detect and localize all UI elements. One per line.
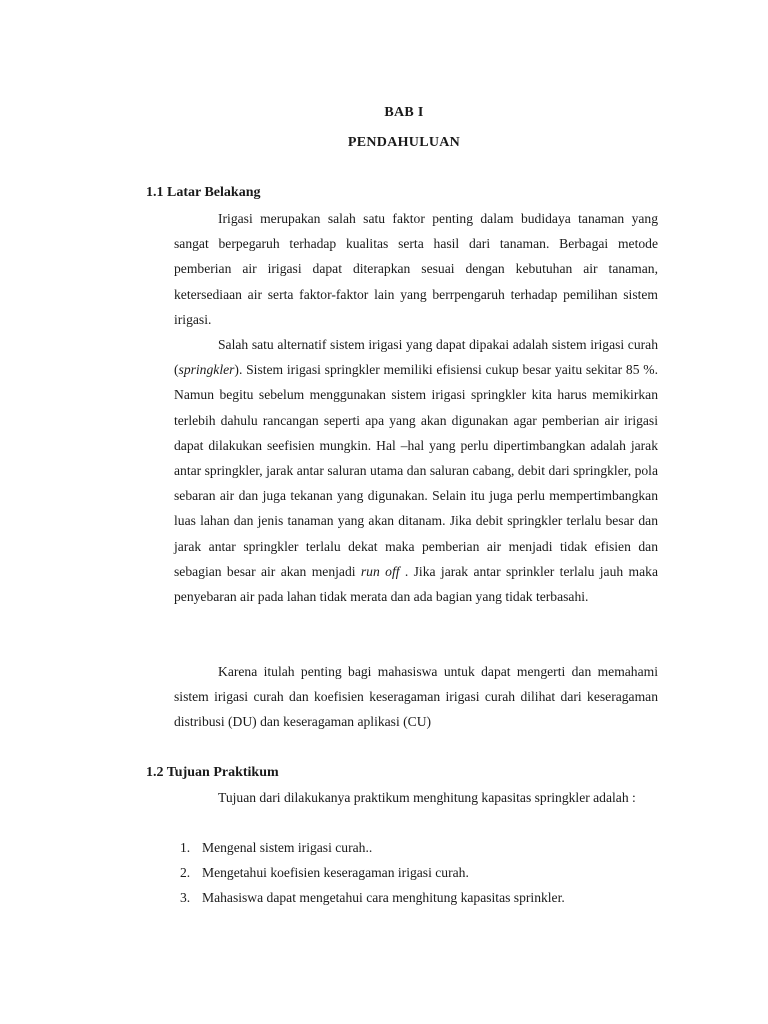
chapter-label: BAB I (384, 105, 424, 120)
list-item-text: Mengenal sistem irigasi curah.. (202, 840, 373, 855)
list-item-number: 3. (180, 890, 191, 906)
list-item-number: 1. (180, 840, 191, 855)
list-item-text: Mahasiswa dapat mengetahui cara menghitung kapasitas sprinkler. (202, 890, 565, 906)
paragraph-2-text-c: . Jika jarak antar sprinkler terlalu jauh maka penyebaran air pada lahan tidak merata dan ada bagian yang tidak terbasahi. (174, 563, 658, 605)
paragraph-3: Karena itulah penting bagi mahasiswa untuk dapat mengerti dan memahami sistem irigasi curah dan koefisien keseragaman irigasi curah dilihat dari keseragaman distribusi (DU) dan keseragaman aplikasi (CU) (174, 664, 658, 730)
list-item (174, 835, 658, 860)
list-item (174, 860, 658, 885)
list-item (174, 885, 658, 910)
tujuan-list (174, 835, 658, 911)
paragraph-2-text-a: Salah satu alternatif sistem irigasi yang dapat dipakai adalah sistem irigasi curah ( (174, 337, 658, 378)
paragraph-2-text-b: ). Sistem irigasi springkler memiliki efisiensi cukup besar yaitu sekitar 85 %. Namun begitu sebelum menggunakan sistem irigasi springkler kita harus memikirkan terlebih dahulu rancangan seperti apa yang akan digunakan agar pemberian air irigasi dapat dilakukan seefisien mungkin. Hal –hal yang perlu dipertimbangkan adalah jarak antar springkler, jarak antar saluran utama dan saluran cabang, debit dari springkler, pola sebaran air dan juga tekanan yang digunakan. Selain itu juga perlu mempertimbangkan luas lahan dan jenis tanaman yang akan ditanam. Jika debit springkler terlalu besar dan jarak antar springkler terlalu dekat maka pemberian air menjadi tidak efisien dan sebagian besar air akan menjadi (174, 362, 658, 579)
list-item-text: Mengetahui koefisien keseragaman irigasi curah. (202, 865, 469, 881)
tujuan-intro: Tujuan dari dilakukanya praktikum menghitung kapasitas springkler adalah : (218, 790, 636, 805)
paragraph-2 (174, 332, 658, 609)
chapter-title: PENDAHULUAN (347, 135, 461, 150)
section-heading-tujuan-praktikum: 1.2 Tujuan Praktikum (146, 765, 279, 780)
section-heading-latar-belakang: 1.1 Latar Belakang (146, 185, 261, 200)
paragraph-2-italic-run-off: run off (360, 563, 400, 579)
paragraph-1: Irigasi merupakan salah satu faktor penting dalam budidaya tanaman yang sangat berpegaruh terhadap kualitas serta hasil dari tanaman. Berbagai metode pemberian air irigasi dapat diterapkan sesuai dengan kebutuhan air tanaman, ketersediaan air serta faktor-faktor lain yang berrpengaruh terhadap pemilihan sistem irigasi. (174, 211, 658, 327)
paragraph-2-italic-springkler: springkler (178, 362, 235, 378)
list-item-number: 2. (180, 865, 191, 881)
